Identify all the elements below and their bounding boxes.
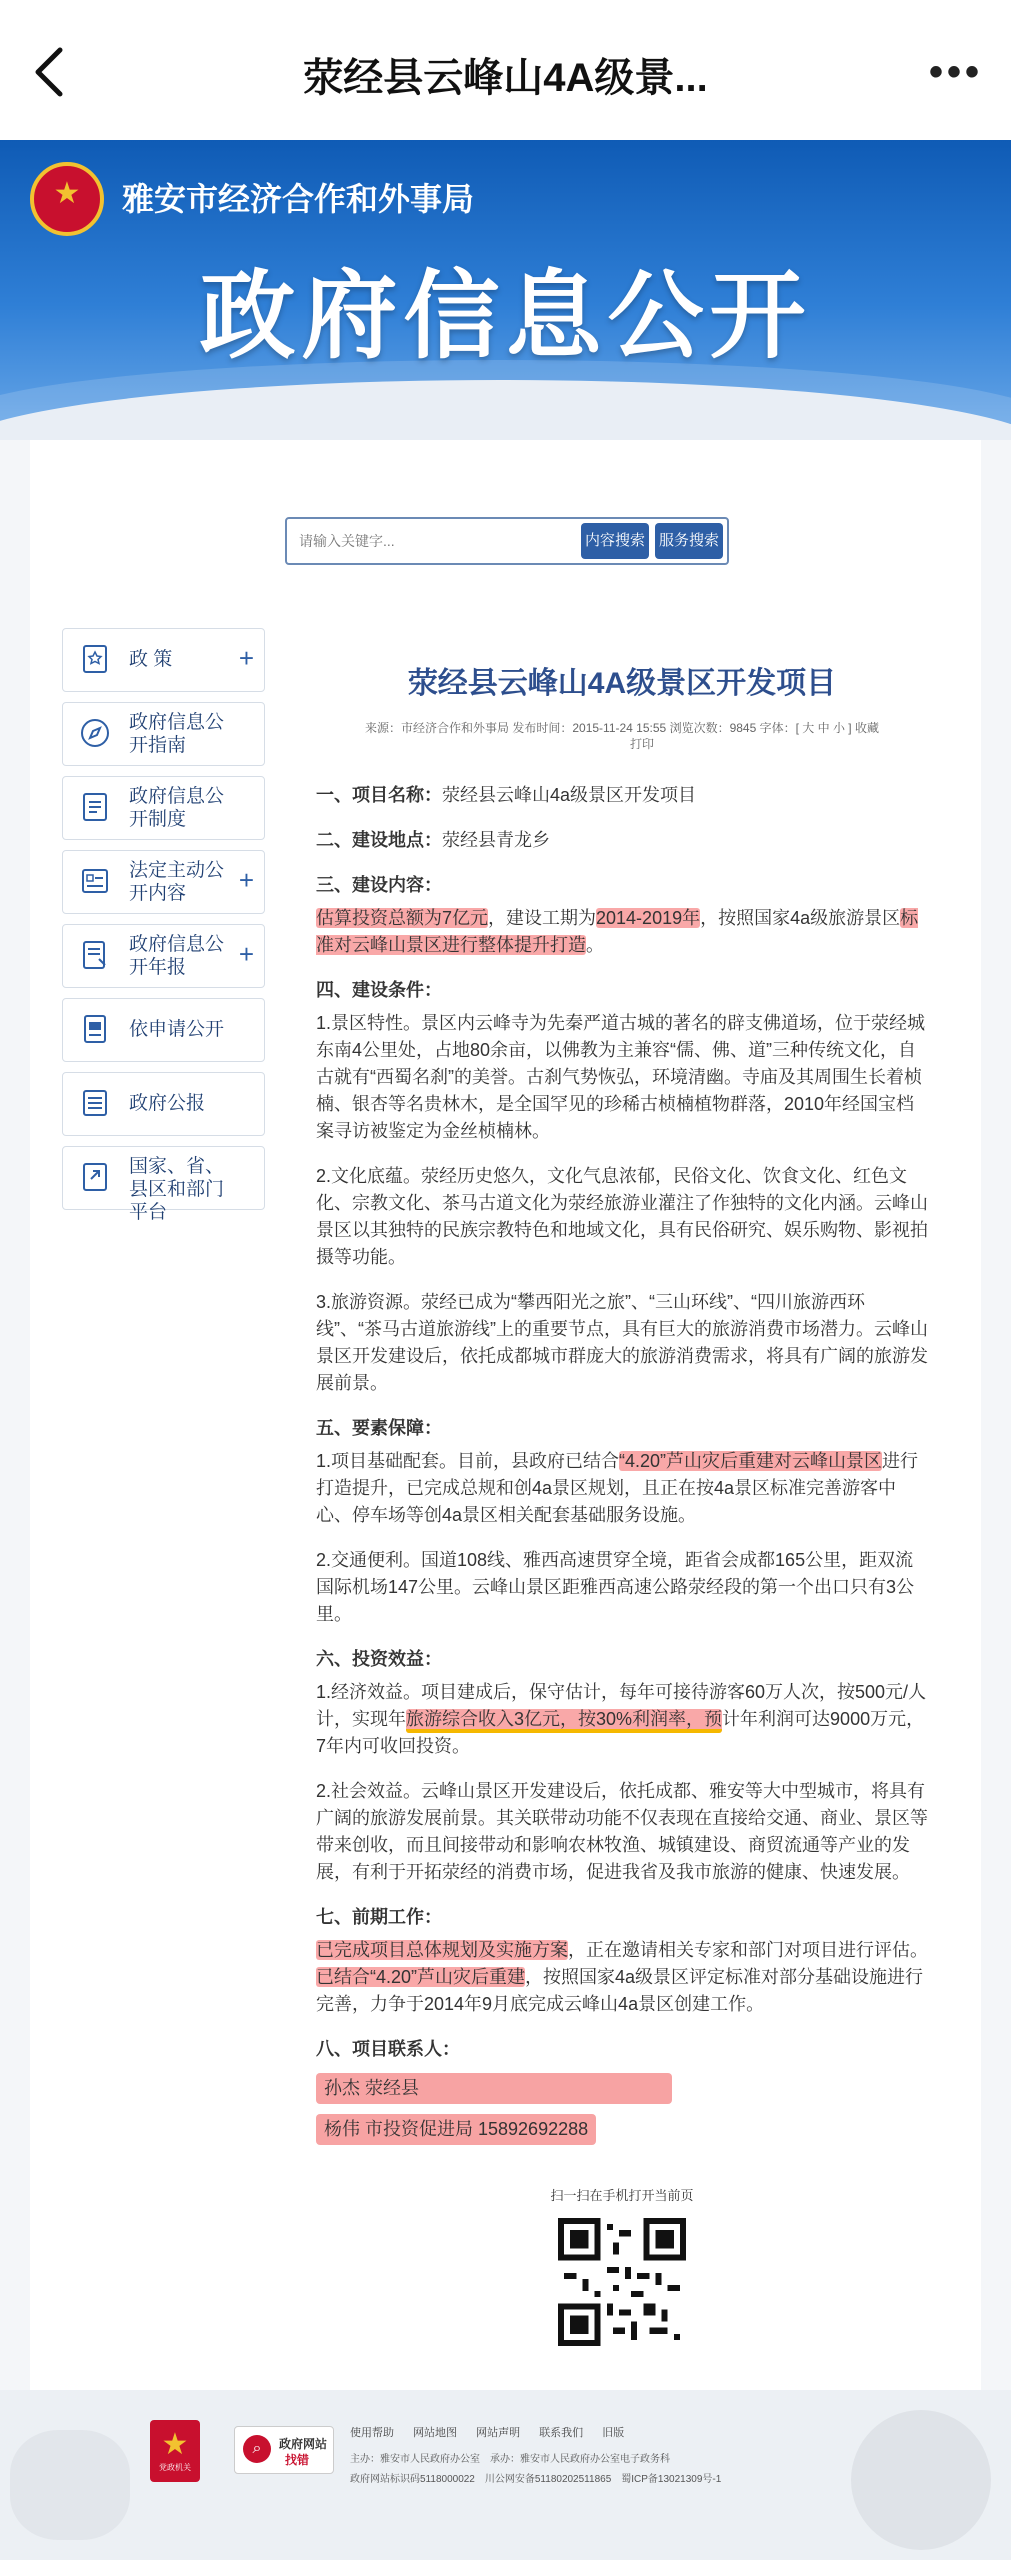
- qr-section: [284, 2185, 960, 2346]
- section-heading: 四、建设条件：: [316, 980, 442, 1000]
- highlight: 已完成项目总体规划及实施方案: [316, 1940, 568, 1960]
- sidebar-item-statutory[interactable]: [62, 850, 265, 914]
- link-icon: [79, 1161, 111, 1193]
- paragraph: 。: [586, 935, 604, 955]
- meta-views: 浏览次数：9845: [669, 721, 757, 735]
- paragraph: 计年利润可达9000万元，7年内可收回投资。: [316, 1709, 925, 1756]
- highlight: 估算投资总额为7亿元: [316, 908, 489, 928]
- qr-code-icon[interactable]: [558, 2218, 686, 2346]
- paragraph: 3.旅游资源。荥经已成为“攀西阳光之旅”、“三山环线”、“四川旅游西环线”、“茶马古道旅游线”上的重要节点，具有巨大的旅游消费市场潜力。云峰山景区开发建设后，依托成都城市群庞大的旅游消费需求，将具有广阔的旅游发展前景。: [316, 1292, 928, 1393]
- party-govt-badge-icon[interactable]: ★ 党政机关: [150, 2420, 200, 2482]
- highlight: 旅游综合收入3亿元，按30%利润率，预: [406, 1709, 722, 1733]
- policy-icon: [79, 643, 111, 675]
- footer-link[interactable]: 网站声明: [476, 2427, 521, 2439]
- section-heading: 一、项目名称：: [316, 785, 442, 805]
- list-icon: [79, 865, 111, 897]
- paragraph: ，建设工期为: [488, 908, 597, 928]
- paragraph: ，正在邀请相关专家和部门对项目进行评估。: [568, 1940, 928, 1960]
- sidebar-item-label: 政府信息公开制度: [129, 786, 225, 830]
- contact-person: 杨伟 市投资促进局 15892692288: [316, 2114, 596, 2145]
- badge-label: 政府网站: [279, 2437, 328, 2451]
- banner-title: 政府信息公开: [199, 263, 812, 370]
- paragraph: 2.社会效益。云峰山景区开发建设后，依托成都、雅安等大中型城市，将具有广阔的旅游发展前景。其关联带动功能不仅表现在直接给交通、商业、景区等带来创收，而且间接带动和影响农林牧渔、城镇建设、商贸流通等产业的发展，有利于开拓荥经的消费市场，促进我省及我市旅游的健康、快速发展。: [316, 1781, 928, 1882]
- apply-icon: [79, 1013, 111, 1045]
- article-content: [284, 782, 960, 2145]
- report-error-badge[interactable]: [234, 2426, 334, 2474]
- footer-decoration: [10, 2430, 130, 2540]
- bulletin-icon: [79, 1087, 111, 1119]
- section-heading: 七、前期工作：: [316, 1907, 442, 1927]
- badge-label: 找错: [285, 2453, 310, 2467]
- paragraph: 1.经济效益。项目建成后，保守估计，每年可接待游客60万人次，按500元/人计，实现年: [316, 1682, 927, 1729]
- font-size-control[interactable]: 字体：[ 大 中 小 ]: [759, 721, 852, 735]
- section-heading: 八、项目联系人：: [316, 2039, 460, 2059]
- more-options-icon[interactable]: •••: [928, 50, 983, 94]
- highlight: “4.20”芦山灾后重建对云峰山景区: [619, 1451, 883, 1471]
- compass-icon: [79, 717, 111, 749]
- badge-label: 党政机关: [159, 2463, 191, 2472]
- expand-plus-icon[interactable]: +: [238, 643, 254, 673]
- search-input[interactable]: [297, 527, 561, 555]
- meta-source: 来源：市经济合作和外事局: [365, 721, 510, 735]
- section-heading: 五、要素保障：: [316, 1418, 442, 1438]
- expand-plus-icon[interactable]: +: [238, 865, 254, 895]
- section-heading: 六、投资效益：: [316, 1649, 442, 1669]
- sidebar-item-label: 政 策: [129, 649, 173, 670]
- meta-date: 发布时间：2015-11-24 15:55: [512, 721, 667, 735]
- footer-license: 政府网站标识码5118000022 川公网安备51180202511865 蜀ICP备13021309号-1: [350, 2474, 722, 2485]
- highlight: 标准对云峰山景区进行整体提升打造: [316, 908, 919, 955]
- paragraph: 2.文化底蕴。荥经历史悠久，文化气息浓郁，民俗文化、饮食文化、红色文化、宗教文化、茶马古道文化为荥经旅游业灌注了作独特的文化内涵。云峰山景区以其独特的民族宗教特色和地域文化，具有民俗研究、娱乐购物、影视拍摄等功能。: [316, 1166, 928, 1267]
- paragraph: ，按照国家4a级旅游景区: [700, 908, 901, 928]
- sidebar-item-label: 依申请公开: [129, 1019, 225, 1040]
- footer-link[interactable]: 使用帮助: [350, 2427, 394, 2439]
- sidebar-item-label: 政府信息公开年报: [129, 934, 225, 978]
- sidebar-item-guide[interactable]: [62, 702, 265, 766]
- sidebar-item-platforms[interactable]: [62, 1146, 265, 1223]
- sidebar-item-apply[interactable]: [62, 998, 265, 1062]
- footer: [0, 2390, 1011, 2560]
- sidebar-item-annual-report[interactable]: [62, 924, 265, 988]
- footer-link[interactable]: 网站地图: [413, 2427, 458, 2439]
- national-emblem-icon: [30, 162, 104, 236]
- back-icon[interactable]: [22, 42, 82, 102]
- paragraph: 1.项目基础配套。目前，县政府已结合: [316, 1451, 620, 1471]
- search-icon: ⌕: [243, 2435, 271, 2463]
- print-link[interactable]: 打印: [629, 737, 654, 751]
- paragraph: 进行打造提升，已完成总规和创4a景区规划，且正在按4a景区标准完善游客中心、停车场等创4a景区相关配套基础服务设施。: [316, 1451, 919, 1525]
- top-nav-bar: [0, 0, 1011, 141]
- article-meta: [284, 720, 960, 752]
- sidebar-item-label: 国家、省、县区和部门平台: [129, 1156, 225, 1223]
- sidebar-item-label: 政府信息公开指南: [129, 712, 225, 756]
- paragraph: 2.交通便利。国道108线、雅西高速贯穿全境，距省会成都165公里，距双流国际机场147公里。云峰山景区距雅西高速公路荥经段的第一个出口只有3公里。: [316, 1550, 915, 1624]
- paragraph: 荥经县青龙乡: [442, 830, 550, 850]
- page-title: 荥经县云峰山4A级景...: [303, 56, 708, 100]
- content-search-button[interactable]: 内容搜索: [581, 523, 649, 559]
- footer-sponsor: 主办：雅安市人民政府办公室 承办：雅安市人民政府办公室电子政务科: [350, 2454, 670, 2465]
- footer-link[interactable]: 联系我们: [539, 2427, 584, 2439]
- contact-person: 孙杰 荥经县: [316, 2073, 672, 2104]
- favorite-link[interactable]: 收藏: [854, 721, 879, 735]
- footer-decoration: [851, 2410, 991, 2550]
- footer-links: [350, 2424, 640, 2440]
- article-title: 荥经县云峰山4A级景区开发项目: [407, 667, 837, 700]
- organization-name: 雅安市经济合作和外事局: [122, 181, 475, 217]
- paragraph: ，按照国家4a级景区评定标准对部分基础设施进行完善，力争于2014年9月底完成云峰山4a景区创建工作。: [316, 1967, 924, 2014]
- sidebar-item-bulletin[interactable]: [62, 1072, 265, 1136]
- sidebar-nav: [62, 628, 265, 1223]
- section-heading: 二、建设地点：: [316, 830, 442, 850]
- header-banner: [0, 140, 1011, 440]
- report-icon: [79, 939, 111, 971]
- service-search-button[interactable]: 服务搜索: [655, 523, 723, 559]
- qr-label: 扫一扫在手机打开当前页: [550, 2188, 694, 2203]
- section-heading: 三、建设内容：: [316, 875, 442, 895]
- sidebar-item-label: 法定主动公开内容: [129, 860, 225, 904]
- highlight: 已结合“4.20”芦山灾后重建: [316, 1967, 526, 1987]
- article: [284, 628, 960, 2346]
- sidebar-item-policy[interactable]: [62, 628, 265, 692]
- document-icon: [79, 791, 111, 823]
- footer-link[interactable]: 旧版: [602, 2427, 625, 2439]
- search-bar: [285, 517, 729, 565]
- paragraph: 荥经县云峰山4a级景区开发项目: [442, 785, 697, 805]
- sidebar-item-label: 政府公报: [129, 1093, 206, 1114]
- highlight: 2014-2019年: [596, 908, 701, 928]
- expand-plus-icon[interactable]: +: [238, 939, 254, 969]
- sidebar-item-system[interactable]: [62, 776, 265, 840]
- paragraph: 1.景区特性。景区内云峰寺为先秦严道古城的著名的辟支佛道场，位于荥经城东南4公里处，占地80余亩，以佛教为主兼容“儒、佛、道”三种传统文化，自古就有“西蜀名刹”的美誉。古刹气势恢弘，环境清幽。寺庙及其周围生长着桢楠、银杏等名贵林木，是全国罕见的珍稀古桢楠植物群落，2010年经国宝档案寻访被鉴定为金丝桢楠林。: [316, 1013, 926, 1141]
